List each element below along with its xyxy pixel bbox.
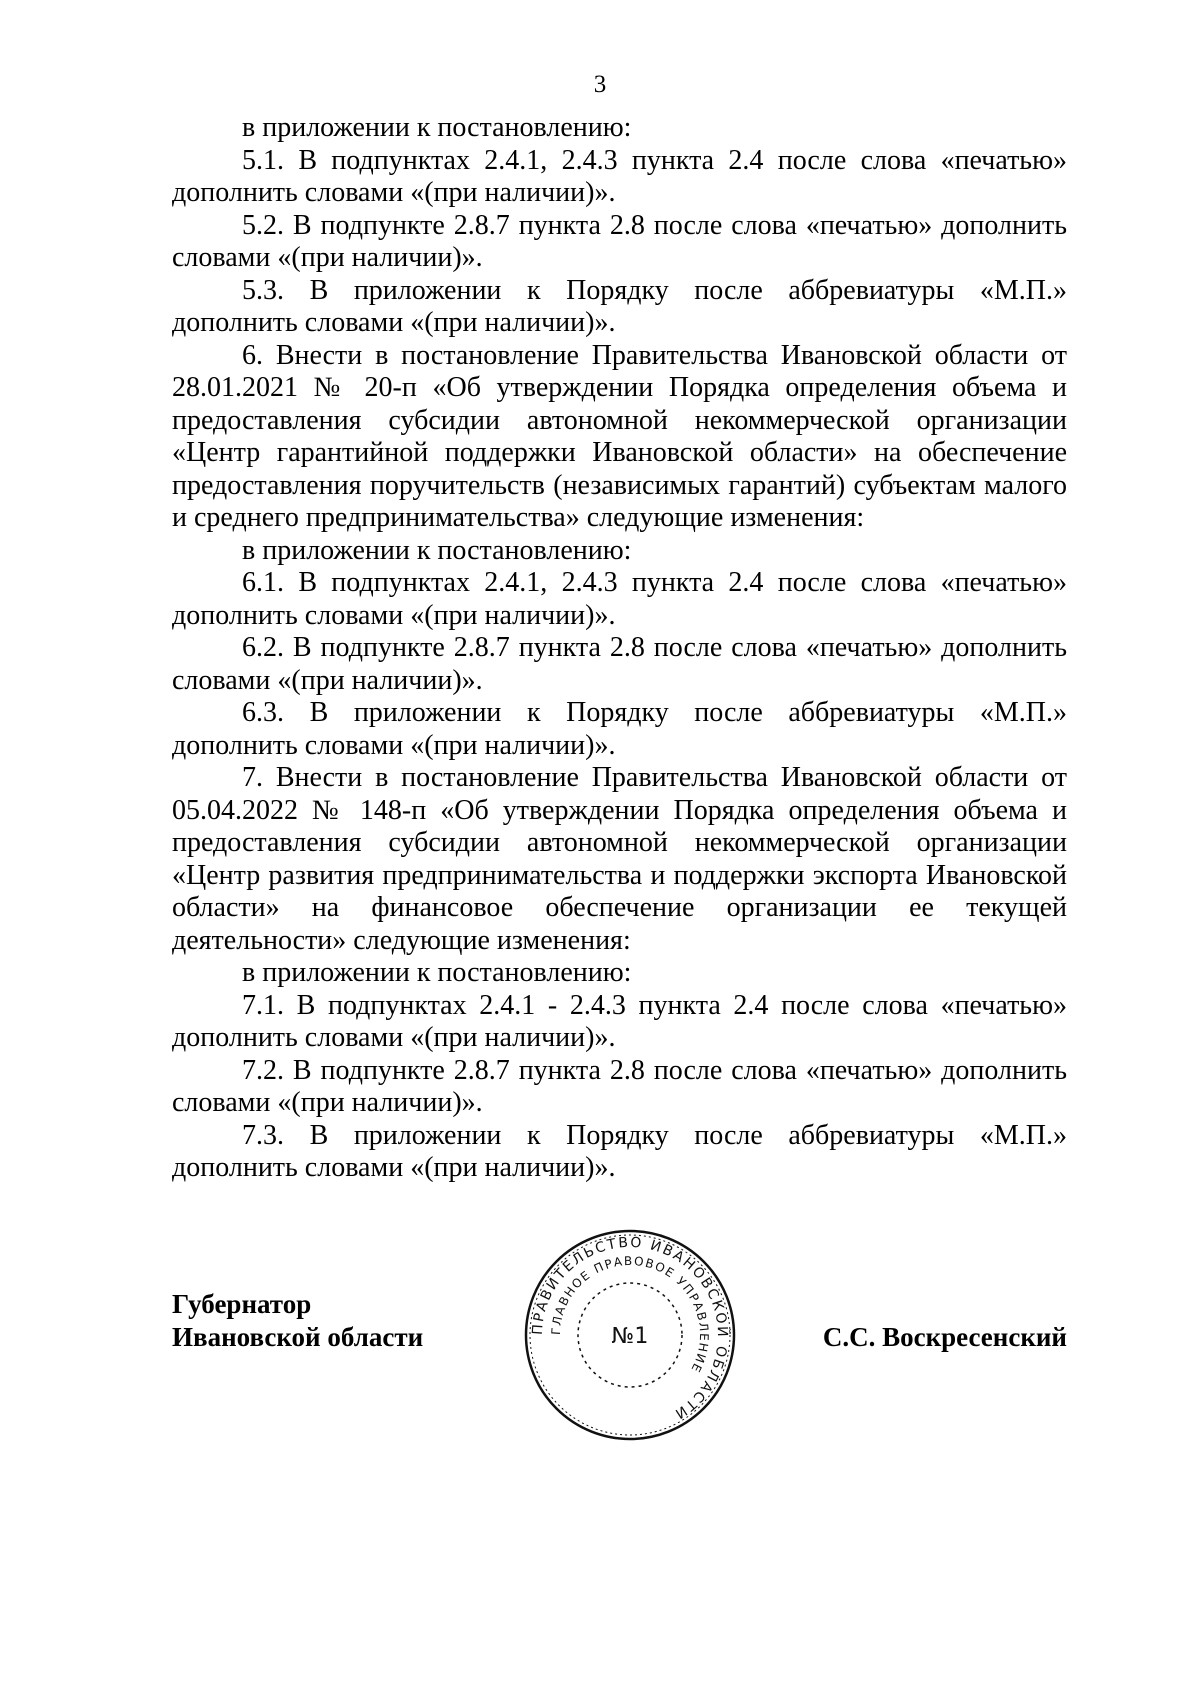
seal-center-number: №1	[611, 1324, 649, 1349]
paragraph: 6. Внести в постановление Правительства Ивановской области от 28.01.2021 № 20-п «Об утверждении Порядка определения объема и предоставления субсидии автономной некоммерческой организации «Центр гарантийной поддержки Ивановской области» на обеспечение предоставления поручительств (независимых гарантий) субъектам малого и среднего предпринимательства» следующие изменения:	[172, 339, 1067, 533]
paragraph: в приложении к постановлению:	[242, 534, 632, 566]
signer-name: С.С. Воскресенский	[822, 1322, 1067, 1352]
signer-title-line1: Губернатор	[172, 1289, 312, 1319]
document-body	[172, 112, 1067, 1185]
paragraph: 7.2. В подпункте 2.8.7 пункта 2.8 после слова «печатью» дополнить словами «(при наличии)».	[172, 1054, 1067, 1118]
official-seal	[520, 1225, 740, 1445]
paragraph: в приложении к постановлению:	[242, 957, 632, 988]
paragraph: 5.1. В подпунктах 2.4.1, 2.4.3 пункта 2.4 после слова «печатью» дополнить словами «(при наличии)».	[172, 144, 1067, 208]
signer-title-line2: Ивановской области	[172, 1322, 424, 1352]
signature-block	[172, 1288, 423, 1354]
paragraph: 5.3. В приложении к Порядку после аббревиатуры «М.П.» дополнить словами «(при наличии)».	[172, 274, 1067, 338]
page-number: 3	[593, 71, 607, 98]
paragraph: 7. Внести в постановление Правительства Ивановской области от 05.04.2022 № 148-п «Об утверждении Порядка определения объема и предоставления субсидии автономной некоммерческой организации «Центр развития предпринимательства и поддержки экспорта Ивановской области» на финансовое обеспечение организации ее текущей деятельности» следующие изменения:	[172, 762, 1067, 956]
seal-inner-text: ГЛАВНОЕ ПРАВОВОЕ УПРАВЛЕНИЕ	[548, 1253, 712, 1376]
paragraph: 6.3. В приложении к Порядку после аббревиатуры «М.П.» дополнить словами «(при наличии)».	[172, 697, 1067, 761]
paragraph: 7.1. В подпунктах 2.4.1 - 2.4.3 пункта 2.4 после слова «печатью» дополнить словами «(при наличии)».	[172, 989, 1067, 1053]
seal-outer-text: ПРАВИТЕЛЬСТВО ИВАНОВСКОЙ ОБЛАСТИ	[529, 1234, 731, 1423]
paragraph: 6.2. В подпункте 2.8.7 пункта 2.8 после слова «печатью» дополнить словами «(при наличии)».	[172, 632, 1067, 696]
paragraph: 7.3. В приложении к Порядку после аббревиатуры «М.П.» дополнить словами «(при наличии)».	[172, 1119, 1067, 1183]
paragraph: 5.2. В подпункте 2.8.7 пункта 2.8 после слова «печатью» дополнить словами «(при наличии)».	[172, 209, 1067, 273]
paragraph: 6.1. В подпунктах 2.4.1, 2.4.3 пункта 2.4 после слова «печатью» дополнить словами «(при наличии)».	[172, 567, 1067, 631]
paragraph: в приложении к постановлению:	[242, 112, 632, 143]
